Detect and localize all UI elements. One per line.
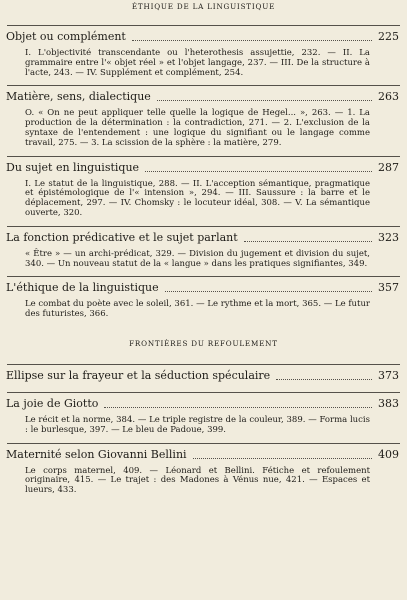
entry-description: Le combat du poète avec le soleil, 361. — Le rythme et la mort, 365. — Le futur des futuristes, 366.	[25, 299, 370, 320]
entry-title: Ellipse sur la frayeur et la séduction spéculaire	[6, 368, 271, 382]
page-number: 287	[378, 160, 399, 174]
entry-heading	[0, 227, 407, 247]
page-number: 383	[378, 396, 399, 410]
page-number: 373	[378, 368, 399, 382]
entry-heading	[0, 444, 407, 464]
page-number: 225	[378, 30, 399, 43]
page-number: 323	[378, 230, 399, 244]
page-number: 357	[378, 281, 399, 295]
entry-title: Objet ou complément	[6, 30, 126, 43]
toc-entry	[0, 25, 407, 78]
dot-leader	[193, 458, 372, 459]
entry-description: I. Le statut de la linguistique, 288. — II. L'acception sémantique, pragmatique et épistémologique de l'« intension », 294. — III. Saussure : la barre et le déplacement, 297. — IV. Chomsky : le locuteur idéal, 308. — V. La sémantique ouverte, 320.	[25, 178, 370, 218]
entry-description: « Être » — un archi-prédicat, 329. — Division du jugement et division du sujet, 340. — Un nouveau statut de la « langue » dans les pratiques signifiantes, 349.	[25, 248, 370, 269]
entry-description: Le corps maternel, 409. — Léonard et Bellini. Fétiche et refoulement originaire, 415. — Le trajet : des Madones à Vénus nue, 421. — Espaces et lueurs, 433.	[25, 465, 370, 496]
entry-title: La fonction prédicative et le sujet parlant	[6, 230, 238, 244]
dot-leader	[165, 291, 372, 292]
entry-title: Maternité selon Giovanni Bellini	[6, 447, 187, 461]
entry-description: I. L'objectivité transcendante ou l'heterothesis assujettie, 232. — II. La grammaire entre l'« objet réel » et l'objet langage, 237. — III. De la structure à l'acte, 243. — IV. Supplément et complément, 254.	[25, 48, 370, 78]
dot-leader	[157, 100, 372, 101]
toc-entry	[0, 392, 407, 436]
entry-title: Matière, sens, dialectique	[6, 90, 151, 104]
entry-heading	[0, 365, 407, 385]
page-number: 409	[378, 447, 399, 461]
page-number: 263	[378, 90, 399, 104]
entry-heading	[0, 277, 407, 297]
entry-title: La joie de Giotto	[6, 396, 99, 410]
entry-heading	[0, 393, 407, 413]
part-heading: FRONTIÈRES DU REFOULEMENT	[129, 338, 278, 348]
entry-heading	[0, 86, 407, 106]
entry-description: Le récit et la norme, 384. — Le triple registre de la couleur, 389. — Forma lucis : le burlesque, 397. — Le bleu de Padoue, 399.	[25, 414, 370, 435]
entry-title: L'éthique de la linguistique	[6, 281, 159, 295]
dot-leader	[132, 40, 372, 41]
toc-entry	[0, 364, 407, 385]
part-heading: ÉTHIQUE DE LA LINGUISTIQUE	[131, 2, 276, 11]
toc-entry	[0, 156, 407, 219]
entry-title: Du sujet en linguistique	[6, 160, 140, 174]
toc-entry	[0, 226, 407, 270]
dot-leader	[276, 379, 372, 380]
entry-heading	[0, 26, 407, 46]
entry-description: O. « On ne peut appliquer telle quelle la logique de Hegel... », 263. — 1. La production de la détermination : la contradiction, 271. — 2. L'exclusion de la syntaxe de l'entendement : une logique du signifiant ou le langage comme travail, 275. — 3. La scission de la sphère : la matière, 279.	[25, 108, 370, 148]
dot-leader	[104, 407, 372, 408]
toc-entry	[0, 85, 407, 148]
dot-leader	[145, 171, 372, 172]
entry-heading	[0, 157, 407, 177]
toc-entry	[0, 276, 407, 320]
dot-leader	[244, 241, 372, 242]
toc-entry	[0, 443, 407, 496]
